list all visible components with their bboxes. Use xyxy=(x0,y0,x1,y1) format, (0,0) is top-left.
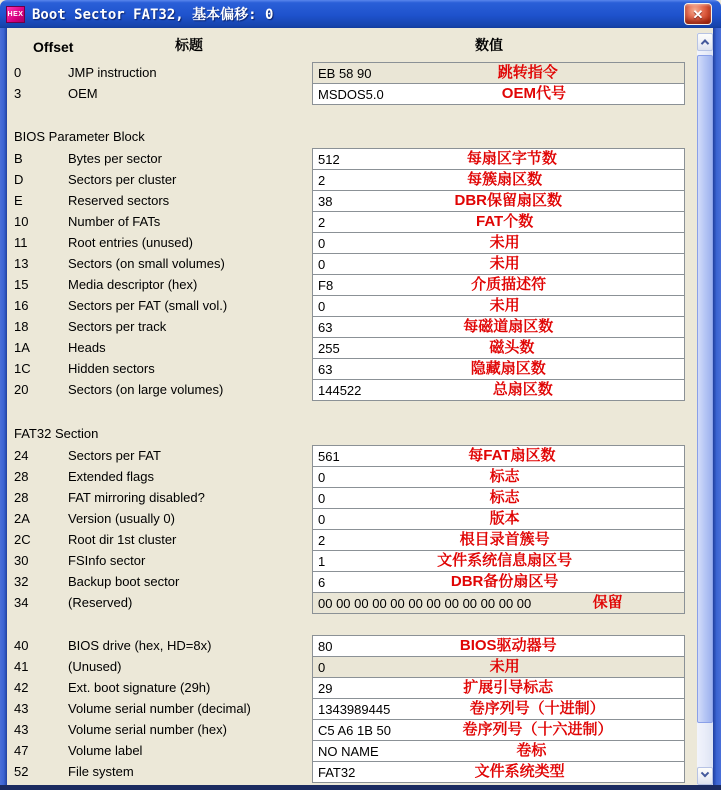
row-offset: D xyxy=(14,172,24,187)
section-header: FAT32 Section xyxy=(14,426,99,441)
value-text: 38 xyxy=(318,193,333,209)
table-row xyxy=(7,635,713,656)
table-row xyxy=(7,592,713,613)
value-text: F8 xyxy=(318,277,334,293)
row-offset: 30 xyxy=(14,553,29,568)
table-row xyxy=(7,508,713,529)
value-annotation: 文件系统类型 xyxy=(474,763,565,780)
row-label: FAT mirroring disabled? xyxy=(68,490,205,505)
value-field[interactable] xyxy=(312,550,685,572)
window-border-left xyxy=(0,28,7,790)
value-annotation: 根目录首簇号 xyxy=(459,531,550,548)
value-annotation: 每FAT扇区数 xyxy=(468,447,556,464)
row-label: Media descriptor (hex) xyxy=(68,277,198,292)
value-text: 0 xyxy=(318,469,326,485)
value-annotation: 未用 xyxy=(489,297,520,314)
window-border-bottom xyxy=(0,785,721,790)
value-text: 00 00 00 00 00 00 00 00 00 00 00 00 xyxy=(318,595,532,611)
value-text: 255 xyxy=(318,340,340,356)
row-offset: 11 xyxy=(14,235,28,250)
row-label: JMP instruction xyxy=(68,65,157,80)
chevron-down-icon xyxy=(701,769,709,777)
value-field[interactable] xyxy=(312,487,685,509)
table-row xyxy=(7,719,713,740)
table-row xyxy=(7,466,713,487)
value-field[interactable] xyxy=(312,466,685,488)
value-annotation: 每簇扇区数 xyxy=(467,171,543,188)
row-label: (Reserved) xyxy=(68,595,133,610)
row-label: Reserved sectors xyxy=(68,193,170,208)
table-body xyxy=(7,62,713,782)
row-label: Sectors per FAT (small vol.) xyxy=(68,298,228,313)
table-row xyxy=(7,550,713,571)
row-offset: 2C xyxy=(14,532,31,547)
column-header-offset: Offset xyxy=(33,39,74,55)
value-field[interactable] xyxy=(312,740,685,762)
table-header xyxy=(7,28,713,62)
value-field[interactable] xyxy=(312,358,685,380)
row-label: Sectors per track xyxy=(68,319,167,334)
value-text: FAT32 xyxy=(318,764,356,780)
row-label: Hidden sectors xyxy=(68,361,155,376)
value-field[interactable] xyxy=(312,295,685,317)
scroll-down-button[interactable] xyxy=(697,767,713,785)
value-annotation: 每磁道扇区数 xyxy=(463,318,554,335)
table-row xyxy=(7,487,713,508)
value-text: 2 xyxy=(318,172,326,188)
value-field[interactable] xyxy=(312,698,685,720)
value-field[interactable] xyxy=(312,274,685,296)
value-annotation: 总扇区数 xyxy=(492,381,553,398)
value-text: 512 xyxy=(318,151,340,167)
value-field[interactable] xyxy=(312,761,685,783)
table-row xyxy=(7,337,713,358)
value-text: 29 xyxy=(318,680,333,696)
value-text: 63 xyxy=(318,361,333,377)
value-text: 0 xyxy=(318,659,326,675)
row-group xyxy=(7,635,713,782)
row-offset: 42 xyxy=(14,680,29,695)
value-field[interactable] xyxy=(312,508,685,530)
section-header: BIOS Parameter Block xyxy=(14,129,145,144)
window-title: Boot Sector FAT32, 基本偏移: 0 xyxy=(32,7,274,23)
value-annotation: 卷序列号（十六进制） xyxy=(462,721,613,738)
row-offset: 1C xyxy=(14,361,31,376)
value-field xyxy=(312,592,685,614)
value-field[interactable] xyxy=(312,316,685,338)
row-offset: 13 xyxy=(14,256,29,271)
value-text: 0 xyxy=(318,256,326,272)
column-header-value: 数值 xyxy=(475,37,503,53)
scrollbar-thumb[interactable] xyxy=(697,55,713,723)
value-annotation: 扩展引导标志 xyxy=(463,679,554,696)
table-row xyxy=(7,677,713,698)
value-field[interactable] xyxy=(312,211,685,233)
close-icon: ✕ xyxy=(692,6,704,22)
row-offset: 2A xyxy=(14,511,30,526)
vertical-scrollbar[interactable] xyxy=(697,33,713,785)
close-button[interactable] xyxy=(684,3,712,25)
client-area xyxy=(7,28,713,785)
chevron-up-icon xyxy=(701,39,709,47)
row-offset: 28 xyxy=(14,490,29,505)
table-row xyxy=(7,83,713,104)
value-annotation: FAT个数 xyxy=(476,213,534,230)
value-text: MSDOS5.0 xyxy=(318,86,384,102)
value-text: 1 xyxy=(318,553,326,569)
row-offset: 34 xyxy=(14,595,29,610)
row-label: Volume label xyxy=(68,743,143,758)
window-border-right xyxy=(713,28,721,790)
row-offset: 0 xyxy=(14,65,22,80)
row-label: OEM xyxy=(68,86,98,101)
row-offset: 32 xyxy=(14,574,29,589)
row-label: Root dir 1st cluster xyxy=(68,532,177,547)
value-field[interactable] xyxy=(312,445,685,467)
row-label: Sectors (on small volumes) xyxy=(68,256,225,271)
table-row xyxy=(7,232,713,253)
row-offset: 52 xyxy=(14,764,29,779)
value-text: 0 xyxy=(318,298,326,314)
value-field[interactable] xyxy=(312,379,685,401)
value-annotation: 卷序列号（十进制） xyxy=(469,700,605,717)
table-row xyxy=(7,62,713,83)
row-offset: E xyxy=(14,193,23,208)
row-offset: 43 xyxy=(14,701,29,716)
value-field[interactable] xyxy=(312,719,685,741)
value-text: 561 xyxy=(318,448,340,464)
value-annotation: 标志 xyxy=(489,489,520,506)
row-label: Bytes per sector xyxy=(68,151,162,166)
row-offset: 16 xyxy=(14,298,29,313)
row-label: Extended flags xyxy=(68,469,155,484)
table-row xyxy=(7,761,713,782)
table-row xyxy=(7,190,713,211)
row-offset: B xyxy=(14,151,23,166)
row-offset: 47 xyxy=(14,743,29,758)
row-label: File system xyxy=(68,764,134,779)
value-field[interactable] xyxy=(312,529,685,551)
row-offset: 1A xyxy=(14,340,30,355)
table-row xyxy=(7,445,713,466)
row-label: Volume serial number (decimal) xyxy=(68,701,251,716)
table-row xyxy=(7,740,713,761)
value-annotation: 磁头数 xyxy=(489,339,535,356)
row-label: Sectors per cluster xyxy=(68,172,177,187)
row-offset: 15 xyxy=(14,277,29,292)
value-field[interactable] xyxy=(312,253,685,275)
value-annotation: 每扇区字节数 xyxy=(466,150,557,167)
row-offset: 41 xyxy=(14,659,29,674)
value-field[interactable] xyxy=(312,571,685,593)
value-text: EB 58 90 xyxy=(318,65,372,81)
value-annotation: 版本 xyxy=(489,510,520,527)
table-row xyxy=(7,379,713,400)
value-text: 2 xyxy=(318,214,326,230)
value-text: 2 xyxy=(318,532,326,548)
value-annotation: BIOS驱动器号 xyxy=(459,637,557,654)
row-label: FSInfo sector xyxy=(68,553,146,568)
value-field[interactable] xyxy=(312,337,685,359)
hex-app-icon: HEX xyxy=(6,6,25,23)
value-field xyxy=(312,62,685,84)
value-annotation: 保留 xyxy=(592,594,623,611)
value-annotation: 介质描述符 xyxy=(471,276,547,293)
value-field[interactable] xyxy=(312,232,685,254)
row-offset: 28 xyxy=(14,469,29,484)
value-annotation: OEM代号 xyxy=(501,85,566,102)
row-label: Backup boot sector xyxy=(68,574,180,589)
value-field[interactable] xyxy=(312,190,685,212)
value-annotation: 未用 xyxy=(489,658,520,675)
row-label: Ext. boot signature (29h) xyxy=(68,680,211,695)
value-annotation: 未用 xyxy=(489,234,520,251)
table-row xyxy=(7,148,713,169)
value-annotation: 卷标 xyxy=(516,742,547,759)
row-group xyxy=(7,62,713,104)
row-label: Number of FATs xyxy=(68,214,161,229)
value-annotation: 隐藏扇区数 xyxy=(470,360,546,377)
row-label: Sectors (on large volumes) xyxy=(68,382,224,397)
value-text: 1343989445 xyxy=(318,701,391,717)
value-annotation: 未用 xyxy=(489,255,520,272)
row-offset: 40 xyxy=(14,638,29,653)
table-row xyxy=(7,698,713,719)
value-field[interactable] xyxy=(312,83,685,105)
value-text: 144522 xyxy=(318,382,362,398)
value-annotation: DBR备份扇区号 xyxy=(450,573,559,590)
row-label: Root entries (unused) xyxy=(68,235,194,250)
row-offset: 3 xyxy=(14,86,22,101)
value-text: 0 xyxy=(318,511,326,527)
column-header-title: 标题 xyxy=(175,37,203,53)
row-group xyxy=(7,423,713,613)
row-label: (Unused) xyxy=(68,659,122,674)
table-row xyxy=(7,656,713,677)
value-text: 63 xyxy=(318,319,333,335)
row-offset: 20 xyxy=(14,382,29,397)
value-annotation: 文件系统信息扇区号 xyxy=(437,552,573,569)
row-label: Volume serial number (hex) xyxy=(68,722,227,737)
row-offset: 43 xyxy=(14,722,29,737)
table-row xyxy=(7,358,713,379)
table-row xyxy=(7,529,713,550)
value-field[interactable] xyxy=(312,677,685,699)
row-label: Sectors per FAT xyxy=(68,448,161,463)
value-field xyxy=(312,656,685,678)
row-label: Heads xyxy=(68,340,106,355)
title-bar[interactable] xyxy=(0,0,721,28)
table-row xyxy=(7,211,713,232)
value-annotation: 跳转指令 xyxy=(497,64,558,81)
value-annotation: 标志 xyxy=(489,468,520,485)
value-text: 80 xyxy=(318,638,333,654)
table-row xyxy=(7,169,713,190)
value-field[interactable] xyxy=(312,635,685,657)
table-row xyxy=(7,274,713,295)
row-offset: 24 xyxy=(14,448,29,463)
value-text: 0 xyxy=(318,490,326,506)
scroll-up-button[interactable] xyxy=(697,33,713,51)
value-text: NO NAME xyxy=(318,743,379,759)
value-text: C5 A6 1B 50 xyxy=(318,722,391,738)
value-field[interactable] xyxy=(312,169,685,191)
value-annotation: DBR保留扇区数 xyxy=(454,192,562,209)
value-field[interactable] xyxy=(312,148,685,170)
row-label: BIOS drive (hex, HD=8x) xyxy=(68,638,212,653)
table-row xyxy=(7,571,713,592)
row-label: Version (usually 0) xyxy=(68,511,175,526)
value-text: 0 xyxy=(318,235,326,251)
table-row xyxy=(7,316,713,337)
table-row xyxy=(7,253,713,274)
row-group xyxy=(7,126,713,400)
row-offset: 18 xyxy=(14,319,29,334)
value-text: 6 xyxy=(318,574,326,590)
row-offset: 10 xyxy=(14,214,29,229)
table-row xyxy=(7,295,713,316)
